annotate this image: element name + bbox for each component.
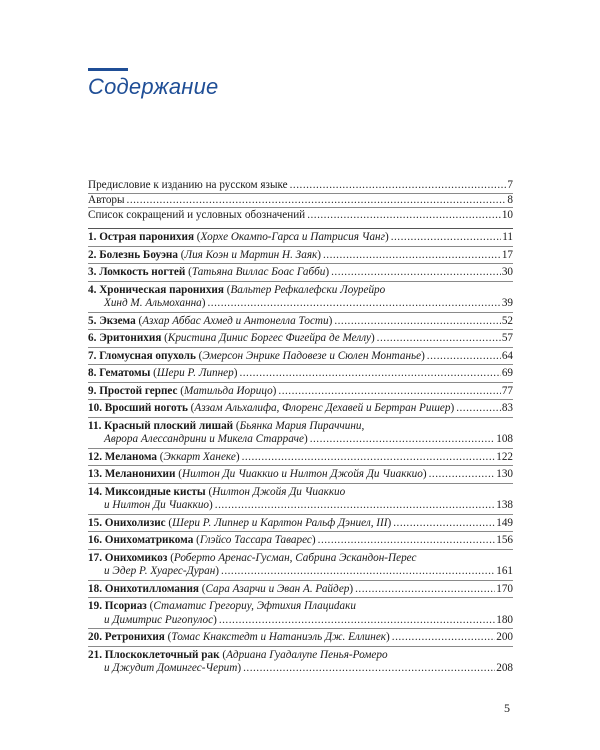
toc-chapter-entry[interactable]	[88, 329, 513, 347]
toc-chapter-entry[interactable]	[88, 417, 513, 448]
chapter-title: 2. Болезнь Боуэна	[88, 248, 178, 261]
leader-dots	[215, 499, 495, 513]
toc-entry-page: 170	[496, 582, 513, 595]
toc-chapter-entry[interactable]	[88, 646, 513, 677]
toc-chapter-entry[interactable]	[88, 228, 513, 246]
chapter-title: 3. Ломкость ногтей	[88, 266, 186, 279]
toc-chapter-entry[interactable]	[88, 514, 513, 532]
toc-chapter-entry[interactable]	[88, 465, 513, 483]
toc-entry-page: 52	[501, 314, 513, 327]
chapter-list	[88, 228, 513, 677]
chapter-title: 13. Меланонихии	[88, 468, 176, 481]
toc-entry-label-continued: Аврора Алессандрини и Микела Старраче)	[104, 433, 308, 446]
chapter-authors: Роберто Аренас-Гусман, Сабрина Эскандон-Перес	[173, 551, 417, 564]
toc-chapter-entry[interactable]	[88, 483, 513, 514]
chapter-title: 5. Экзема	[88, 314, 136, 327]
leader-dots	[239, 367, 500, 381]
chapter-title: 10. Вросший ноготь	[88, 402, 188, 415]
leader-dots	[290, 179, 507, 193]
toc-chapter-entry[interactable]	[88, 549, 513, 580]
toc-entry-label: 8. Гематомы (Шери Р. Липнер)	[88, 367, 238, 380]
toc-entry-label: Список сокращений и условных обозначений	[88, 208, 306, 221]
toc-entry-label: 1. Острая паронихия (Хорхе Окампо-Гарса и Патрисия Чанг)	[88, 231, 389, 244]
chapter-authors: Вальтер Рефкалефски Лоурейро	[230, 283, 386, 296]
toc-entry-page: 39	[501, 297, 513, 310]
chapter-authors: Адриана Гуадалупе Пенья-Ромеро	[226, 648, 388, 661]
toc-entry-page: 138	[496, 499, 513, 512]
front-matter	[88, 179, 513, 222]
leader-dots	[355, 583, 495, 597]
toc-entry-page: 83	[501, 402, 513, 415]
chapter-title: 6. Эритонихия	[88, 332, 162, 345]
toc-chapter-entry[interactable]	[88, 382, 513, 400]
toc-entry-label: 4. Хроническая паронихия (Вальтер Рефкалефски Лоурейро	[88, 283, 386, 296]
toc-entry-label: Предисловие к изданию на русском языке	[88, 179, 288, 192]
toc-entry-label: 12. Меланома (Эккарт Ханеке)	[88, 450, 240, 463]
chapter-title: 21. Плоскоклеточный рак	[88, 648, 220, 661]
chapter-title: 1. Острая паронихия	[88, 231, 194, 244]
toc-entry-label: 20. Ретронихия (Томас Кнакстедт и Натаниэль Дж. Еллинек)	[88, 631, 390, 644]
toc-chapter-entry[interactable]	[88, 246, 513, 264]
chapter-title: 15. Онихолизис	[88, 516, 166, 529]
chapter-title: 16. Ониxоматрикома	[88, 534, 194, 547]
toc-entry-page: 149	[496, 516, 513, 529]
leader-dots	[391, 231, 502, 245]
chapter-authors: Шери Р. Липнер	[156, 367, 234, 380]
toc-chapter-entry[interactable]	[88, 580, 513, 598]
leader-dots	[310, 433, 496, 447]
chapter-authors: Кристина Диниc Боргес Фигейра де Меллу	[167, 332, 371, 345]
toc-entry-page: 10	[501, 208, 513, 221]
toc-entry-label: 9. Простой герпес (Матильда Иорицо)	[88, 384, 277, 397]
toc-chapter-entry[interactable]	[88, 597, 513, 628]
toc-entry-label-continued: Хинд М. Альмоханна)	[104, 297, 206, 310]
chapter-authors: Стаматис Грегориу, Эфтихия Плациdaки	[153, 600, 356, 613]
toc-entry-label: Авторы	[88, 193, 125, 206]
toc-entry-label: 2. Болезнь Боуэна (Лия Коэн и Мартин Н. Заяк)	[88, 248, 321, 261]
toc-entry-label: 11. Красный плоский лишай (Бьянка Мария Пираччини,	[88, 419, 365, 432]
toc-chapter-entry[interactable]	[88, 281, 513, 312]
toc-entry-label: 7. Гломусная опухоль (Эмерсон Энрике Падовезе и Сюлен Монтанье)	[88, 349, 425, 362]
toc-chapter-entry[interactable]	[88, 531, 513, 549]
toc-entry-label: 18. Онихотилломания (Сара Азарчи и Эван А. Райдер)	[88, 582, 354, 595]
toc-entry-label-continued: и Нилтон Ди Чиаккио)	[104, 499, 213, 512]
toc-entry-label: 14. Миксоидные кисты (Нилтон Джойя Ди Чиаккио	[88, 485, 346, 498]
toc-front-entry[interactable]	[88, 207, 513, 222]
chapter-authors-continued: и Димитрис Ригопулос	[104, 613, 214, 626]
page-number: 5	[504, 701, 510, 715]
chapter-authors-continued: Аврора Алессандрини и Микела Старраче	[104, 433, 304, 446]
leader-dots	[242, 451, 496, 465]
leader-dots	[278, 385, 500, 399]
chapter-title: 8. Гематомы	[88, 367, 151, 380]
leader-dots	[219, 614, 495, 628]
toc-entry-page: 69	[501, 367, 513, 380]
toc-entry-page: 208	[496, 662, 513, 675]
leader-dots	[243, 662, 495, 676]
chapter-title: 7. Гломусная опухоль	[88, 349, 196, 362]
leader-dots	[456, 402, 501, 416]
table-of-contents	[88, 179, 513, 677]
toc-entry-label-continued: и Димитрис Ригопулос)	[104, 613, 217, 626]
leader-dots	[392, 631, 495, 645]
toc-entry-label: 13. Меланонихии (Нилтон Ди Чиаккио и Нилтон Джойя Ди Чиаккио)	[88, 468, 427, 481]
leader-dots	[221, 565, 495, 579]
toc-front-entry[interactable]	[88, 179, 513, 193]
toc-chapter-entry[interactable]	[88, 364, 513, 382]
chapter-authors-continued: и Джудит Домингес-Черит	[104, 662, 238, 675]
leader-dots	[127, 194, 507, 208]
chapter-authors: Татьяна Виллас Боас Габби	[191, 266, 326, 279]
leader-dots	[208, 297, 501, 311]
toc-chapter-entry[interactable]	[88, 448, 513, 466]
chapter-authors-continued: Хинд М. Альмоханна	[104, 297, 202, 310]
toc-entry-page: 130	[496, 468, 513, 481]
chapter-title: 12. Меланома	[88, 450, 157, 463]
toc-entry-page: 108	[496, 433, 513, 446]
chapter-authors: Азхар Аббас Ахмед и Антонелла Тости	[142, 314, 329, 327]
toc-front-entry[interactable]	[88, 193, 513, 208]
chapter-authors: Эккарт Ханеке	[163, 450, 236, 463]
chapter-authors: Нилтон Джойя Ди Чиаккио	[212, 485, 346, 498]
chapter-authors: Лия Коэн и Мартин Н. Заяк	[184, 248, 318, 261]
chapter-authors: Нилтон Ди Чиаккио и Нилтон Джойя Ди Чиаккио	[181, 468, 423, 481]
toc-entry-page: 11	[502, 231, 513, 244]
toc-entry-page: 64	[501, 349, 513, 362]
chapter-title: 19. Псориаз	[88, 600, 147, 613]
chapter-authors-continued: и Эдер Р. Хуарес-Дуран	[104, 565, 216, 578]
chapter-authors: Сара Азарчи и Эван А. Райдер	[205, 582, 350, 595]
leader-dots	[323, 249, 501, 263]
toc-entry-label-continued: и Эдер Р. Хуарес-Дуран)	[104, 565, 220, 578]
toc-entry-label: 17. Онихомикоз (Роберто Аренас-Гусман, Сабрина Эскандон-Перес	[88, 551, 417, 564]
toc-entry-label: 16. Ониxоматрикома (Глэйсо Тассара Таварес)	[88, 534, 316, 547]
page-title: Содержание	[88, 74, 219, 99]
toc-entry-page: 156	[496, 534, 513, 547]
heading-rule	[88, 68, 128, 71]
toc-entry-page: 200	[496, 631, 513, 644]
leader-dots	[427, 350, 501, 364]
chapter-authors-continued: и Нилтон Ди Чиаккио	[104, 499, 210, 512]
toc-entry-label: 19. Псориаз (Стаматис Грегориу, Эфтихия Плациdaки	[88, 600, 356, 613]
chapter-authors: Матильда Иорицо	[184, 384, 273, 397]
toc-entry-page: 161	[496, 565, 513, 578]
toc-entry-page: 77	[501, 384, 513, 397]
toc-chapter-entry[interactable]	[88, 399, 513, 417]
toc-entry-label: 21. Плоскоклеточный рак (Адриана Гуадалупе Пенья-Ромеро	[88, 648, 388, 661]
chapter-authors: Томас Кнакстедт и Натаниэль Дж. Еллинек	[171, 631, 387, 644]
toc-entry-label: 15. Онихолизис (Шери Р. Липнер и Карлтон Ральф Дэниел, III)	[88, 516, 392, 529]
toc-entry-page: 30	[501, 266, 513, 279]
toc-entry-label: 3. Ломкость ногтей (Татьяна Виллас Боас Габби)	[88, 266, 330, 279]
toc-entry-label: 5. Экзема (Азхар Аббас Ахмед и Антонелла Тости)	[88, 314, 333, 327]
toc-entry-label: 10. Вросший ноготь (Аззам Альхалифа, Флоренс Дехавей и Бертран Ришер)	[88, 402, 455, 415]
toc-entry-page: 180	[496, 613, 513, 626]
chapter-title: 4. Хроническая паронихия	[88, 283, 224, 296]
leader-dots	[307, 209, 501, 223]
chapter-title: 11. Красный плоский лишай	[88, 419, 234, 432]
chapter-authors: Бьянка Мария Пираччини,	[239, 419, 365, 432]
chapter-title: 9. Простой герпес	[88, 384, 178, 397]
chapter-authors: Аззам Альхалифа, Флоренс Дехавей и Бертран Ришер	[194, 402, 451, 415]
toc-chapter-entry[interactable]	[88, 347, 513, 365]
leader-dots	[331, 266, 501, 280]
toc-chapter-entry[interactable]	[88, 263, 513, 281]
chapter-title: 14. Миксоидные кисты	[88, 485, 206, 498]
toc-entry-page: 7	[507, 179, 513, 192]
leader-dots	[377, 332, 501, 346]
chapter-title: 18. Онихотилломания	[88, 582, 199, 595]
toc-entry-page: 17	[501, 248, 513, 261]
chapter-title: 17. Онихомикоз	[88, 551, 168, 564]
leader-dots	[318, 534, 496, 548]
leader-dots	[393, 517, 495, 531]
toc-entry-label-continued: и Джудит Домингес-Черит)	[104, 662, 242, 675]
chapter-title: 20. Ретронихия	[88, 631, 165, 644]
leader-dots	[334, 315, 500, 329]
toc-chapter-entry[interactable]	[88, 628, 513, 646]
chapter-authors: Глэйсо Тассара Таварес	[199, 534, 312, 547]
toc-entry-page: 57	[501, 332, 513, 345]
toc-entry-page: 122	[496, 450, 513, 463]
chapter-authors: Эмерсон Энрике Падовезе и Сюлен Монтанье	[202, 349, 422, 362]
leader-dots	[429, 468, 496, 482]
toc-chapter-entry[interactable]	[88, 312, 513, 330]
toc-entry-page: 8	[507, 193, 513, 206]
chapter-authors: Хорхе Окампо-Гарса и Патрисия Чанг	[200, 231, 385, 244]
toc-entry-label: 6. Эритонихия (Кристина Диниc Боргес Фигейра де Меллу)	[88, 332, 375, 345]
chapter-authors: Шери Р. Липнер и Карлтон Ральф Дэниел, III	[172, 516, 388, 529]
